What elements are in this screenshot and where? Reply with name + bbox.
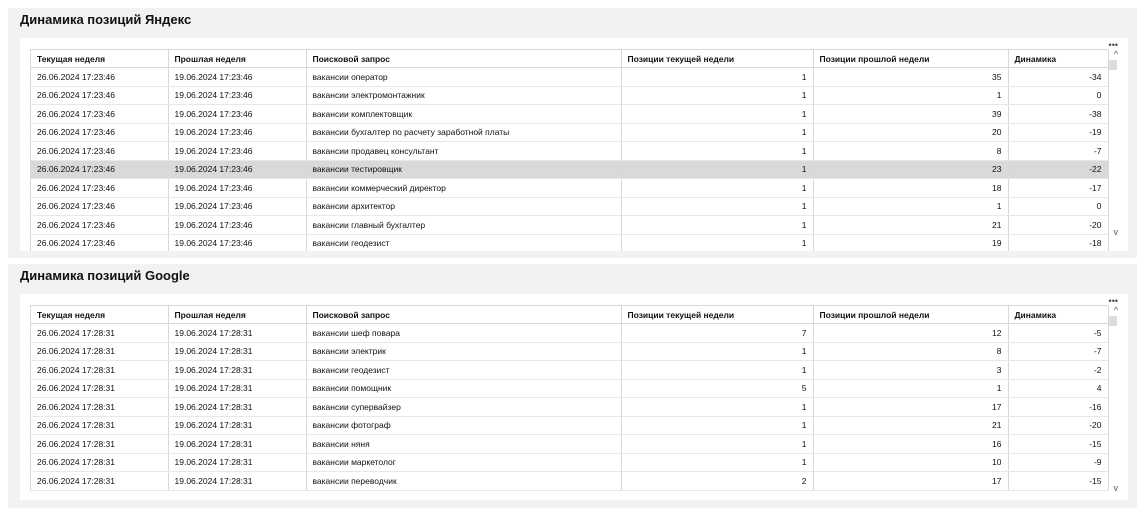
table-cell: -20	[1008, 216, 1108, 235]
table-cell: 19.06.2024 17:23:46	[168, 216, 306, 235]
table-cell: вакансии главный бухгалтер	[306, 216, 621, 235]
table-cell: 1	[621, 216, 813, 235]
column-header[interactable]: Прошлая неделя	[168, 306, 306, 324]
table-cell: -16	[1008, 398, 1108, 417]
yandex-table-wrapper[interactable]	[30, 49, 1108, 251]
google-table	[31, 306, 1109, 491]
table-cell: 1	[621, 105, 813, 124]
table-cell: 12	[813, 324, 1008, 343]
table-row[interactable]	[31, 123, 1108, 142]
table-cell: 19.06.2024 17:23:46	[168, 105, 306, 124]
table-cell: вакансии электрик	[306, 342, 621, 361]
table-cell: 19.06.2024 17:23:46	[168, 68, 306, 87]
table-cell: 26.06.2024 17:28:31	[31, 361, 168, 380]
table-cell: 1	[813, 86, 1008, 105]
table-cell: -22	[1008, 160, 1108, 179]
table-cell: вакансии переводчик	[306, 472, 621, 491]
table-cell: -17	[1008, 179, 1108, 198]
table-cell: 26.06.2024 17:28:31	[31, 416, 168, 435]
table-cell: 1	[813, 379, 1008, 398]
column-header[interactable]: Позиции текущей недели	[621, 50, 813, 68]
table-cell: 1	[621, 197, 813, 216]
table-cell: 19.06.2024 17:23:46	[168, 234, 306, 251]
table-cell: 0	[1008, 86, 1108, 105]
table-cell: вакансии бухгалтер по расчету заработной платы	[306, 123, 621, 142]
table-cell: 1	[621, 179, 813, 198]
google-table-wrapper[interactable]	[30, 305, 1108, 491]
table-cell: 26.06.2024 17:23:46	[31, 105, 168, 124]
table-row[interactable]	[31, 472, 1108, 491]
table-cell: -15	[1008, 472, 1108, 491]
table-cell: -15	[1008, 435, 1108, 454]
table-cell: 26.06.2024 17:23:46	[31, 234, 168, 251]
table-cell: 4	[1008, 379, 1108, 398]
table-cell: вакансии супервайзер	[306, 398, 621, 417]
table-cell: 26.06.2024 17:23:46	[31, 142, 168, 161]
column-header[interactable]: Поисковой запрос	[306, 50, 621, 68]
table-cell: 10	[813, 453, 1008, 472]
scroll-thumb[interactable]	[1109, 60, 1117, 70]
table-cell: 19.06.2024 17:28:31	[168, 398, 306, 417]
table-cell: вакансии помощник	[306, 379, 621, 398]
chevron-down-icon[interactable]: v	[1113, 483, 1118, 493]
table-cell: 19.06.2024 17:28:31	[168, 472, 306, 491]
table-cell: вакансии комплектовщик	[306, 105, 621, 124]
more-dots-icon[interactable]: •••	[1108, 40, 1118, 50]
table-cell: 26.06.2024 17:23:46	[31, 197, 168, 216]
table-cell: -34	[1008, 68, 1108, 87]
table-cell: 19	[813, 234, 1008, 251]
google-scrollbar[interactable]	[1110, 296, 1124, 500]
table-cell: 1	[621, 86, 813, 105]
table-row[interactable]	[31, 160, 1108, 179]
table-cell: 1	[621, 453, 813, 472]
scroll-thumb[interactable]	[1109, 316, 1117, 326]
table-cell: 8	[813, 142, 1008, 161]
column-header[interactable]: Позиции текущей недели	[621, 306, 813, 324]
yandex-panel	[8, 8, 1137, 258]
table-cell: вакансии фотограф	[306, 416, 621, 435]
table-cell: 20	[813, 123, 1008, 142]
table-cell: вакансии няня	[306, 435, 621, 454]
table-cell: 26.06.2024 17:23:46	[31, 68, 168, 87]
table-row[interactable]	[31, 342, 1108, 361]
table-row[interactable]	[31, 453, 1108, 472]
table-cell: 1	[621, 68, 813, 87]
table-cell: 16	[813, 435, 1008, 454]
table-cell: 1	[621, 142, 813, 161]
table-cell: 19.06.2024 17:23:46	[168, 142, 306, 161]
table-cell: 8	[813, 342, 1008, 361]
table-cell: вакансии тестировщик	[306, 160, 621, 179]
table-cell: 19.06.2024 17:28:31	[168, 342, 306, 361]
google-table-header	[31, 306, 1108, 324]
google-panel-title: Динамика позиций Google	[20, 268, 190, 283]
table-cell: 26.06.2024 17:28:31	[31, 324, 168, 343]
table-cell: -20	[1008, 416, 1108, 435]
table-cell: -18	[1008, 234, 1108, 251]
table-cell: -38	[1008, 105, 1108, 124]
column-header[interactable]: Позиции прошлой недели	[813, 50, 1008, 68]
yandex-table	[31, 50, 1109, 251]
column-header[interactable]: Динамика	[1008, 306, 1108, 324]
table-cell: 19.06.2024 17:23:46	[168, 160, 306, 179]
table-cell: 0	[1008, 197, 1108, 216]
table-cell: 39	[813, 105, 1008, 124]
table-cell: 19.06.2024 17:28:31	[168, 361, 306, 380]
table-cell: 1	[621, 160, 813, 179]
table-row[interactable]	[31, 398, 1108, 417]
arrow-up-icon[interactable]: ^	[1113, 49, 1118, 59]
yandex-scrollbar[interactable]	[1110, 40, 1124, 245]
table-cell: -2	[1008, 361, 1108, 380]
table-cell: 26.06.2024 17:23:46	[31, 86, 168, 105]
table-cell: 2	[621, 472, 813, 491]
table-cell: 1	[621, 416, 813, 435]
table-row[interactable]	[31, 86, 1108, 105]
table-cell: 5	[621, 379, 813, 398]
table-cell: 21	[813, 416, 1008, 435]
table-cell: 26.06.2024 17:28:31	[31, 453, 168, 472]
table-cell: 23	[813, 160, 1008, 179]
column-header[interactable]: Текущая неделя	[31, 50, 168, 68]
table-cell: 19.06.2024 17:28:31	[168, 453, 306, 472]
table-cell: 19.06.2024 17:28:31	[168, 416, 306, 435]
table-cell: 1	[621, 342, 813, 361]
table-cell: вакансии геодезист	[306, 234, 621, 251]
table-cell: 19.06.2024 17:28:31	[168, 435, 306, 454]
table-cell: вакансии коммерческий директор	[306, 179, 621, 198]
table-cell: -5	[1008, 324, 1108, 343]
more-dots-icon[interactable]: •••	[1108, 296, 1118, 306]
column-header[interactable]: Текущая неделя	[31, 306, 168, 324]
table-cell: 19.06.2024 17:23:46	[168, 123, 306, 142]
table-cell: 1	[621, 398, 813, 417]
table-row[interactable]	[31, 197, 1108, 216]
table-cell: 17	[813, 398, 1008, 417]
google-panel	[8, 264, 1137, 508]
table-cell: вакансии оператор	[306, 68, 621, 87]
table-cell: вакансии электромонтажник	[306, 86, 621, 105]
table-cell: 21	[813, 216, 1008, 235]
table-row[interactable]	[31, 179, 1108, 198]
table-cell: 1	[621, 435, 813, 454]
chevron-down-icon[interactable]: v	[1113, 227, 1118, 237]
table-cell: 1	[813, 197, 1008, 216]
table-cell: 17	[813, 472, 1008, 491]
column-header[interactable]: Прошлая неделя	[168, 50, 306, 68]
table-row[interactable]	[31, 68, 1108, 87]
table-cell: 18	[813, 179, 1008, 198]
table-cell: 3	[813, 361, 1008, 380]
google-table-card	[20, 294, 1128, 500]
table-cell: 7	[621, 324, 813, 343]
table-row[interactable]	[31, 324, 1108, 343]
table-cell: 19.06.2024 17:23:46	[168, 179, 306, 198]
table-cell: 26.06.2024 17:28:31	[31, 435, 168, 454]
yandex-table-card	[20, 38, 1128, 251]
table-cell: вакансии геодезист	[306, 361, 621, 380]
table-cell: -7	[1008, 142, 1108, 161]
table-cell: вакансии шеф повара	[306, 324, 621, 343]
table-cell: 19.06.2024 17:28:31	[168, 324, 306, 343]
table-cell: 26.06.2024 17:23:46	[31, 123, 168, 142]
table-cell: 19.06.2024 17:28:31	[168, 379, 306, 398]
table-row[interactable]	[31, 361, 1108, 380]
arrow-up-icon[interactable]: ^	[1113, 305, 1118, 315]
table-cell: 19.06.2024 17:23:46	[168, 197, 306, 216]
table-cell: вакансии архитектор	[306, 197, 621, 216]
column-header[interactable]: Позиции прошлой недели	[813, 306, 1008, 324]
column-header[interactable]: Динамика	[1008, 50, 1108, 68]
table-row[interactable]	[31, 435, 1108, 454]
table-row[interactable]	[31, 379, 1108, 398]
yandex-panel-title: Динамика позиций Яндекс	[20, 12, 192, 27]
table-cell: 1	[621, 123, 813, 142]
table-cell: 1	[621, 234, 813, 251]
table-row[interactable]	[31, 142, 1108, 161]
table-row[interactable]	[31, 416, 1108, 435]
table-cell: 26.06.2024 17:28:31	[31, 398, 168, 417]
table-cell: 1	[621, 361, 813, 380]
table-cell: 26.06.2024 17:28:31	[31, 379, 168, 398]
table-row[interactable]	[31, 234, 1108, 251]
column-header[interactable]: Поисковой запрос	[306, 306, 621, 324]
table-cell: -19	[1008, 123, 1108, 142]
table-cell: вакансии продавец консультант	[306, 142, 621, 161]
table-cell: 26.06.2024 17:23:46	[31, 160, 168, 179]
table-cell: -7	[1008, 342, 1108, 361]
table-cell: 35	[813, 68, 1008, 87]
table-cell: 26.06.2024 17:28:31	[31, 472, 168, 491]
table-row[interactable]	[31, 105, 1108, 124]
table-cell: -9	[1008, 453, 1108, 472]
table-cell: 19.06.2024 17:23:46	[168, 86, 306, 105]
table-cell: 26.06.2024 17:23:46	[31, 216, 168, 235]
table-row[interactable]	[31, 216, 1108, 235]
table-cell: вакансии маркетолог	[306, 453, 621, 472]
table-cell: 26.06.2024 17:23:46	[31, 179, 168, 198]
yandex-table-header	[31, 50, 1108, 68]
table-cell: 26.06.2024 17:28:31	[31, 342, 168, 361]
